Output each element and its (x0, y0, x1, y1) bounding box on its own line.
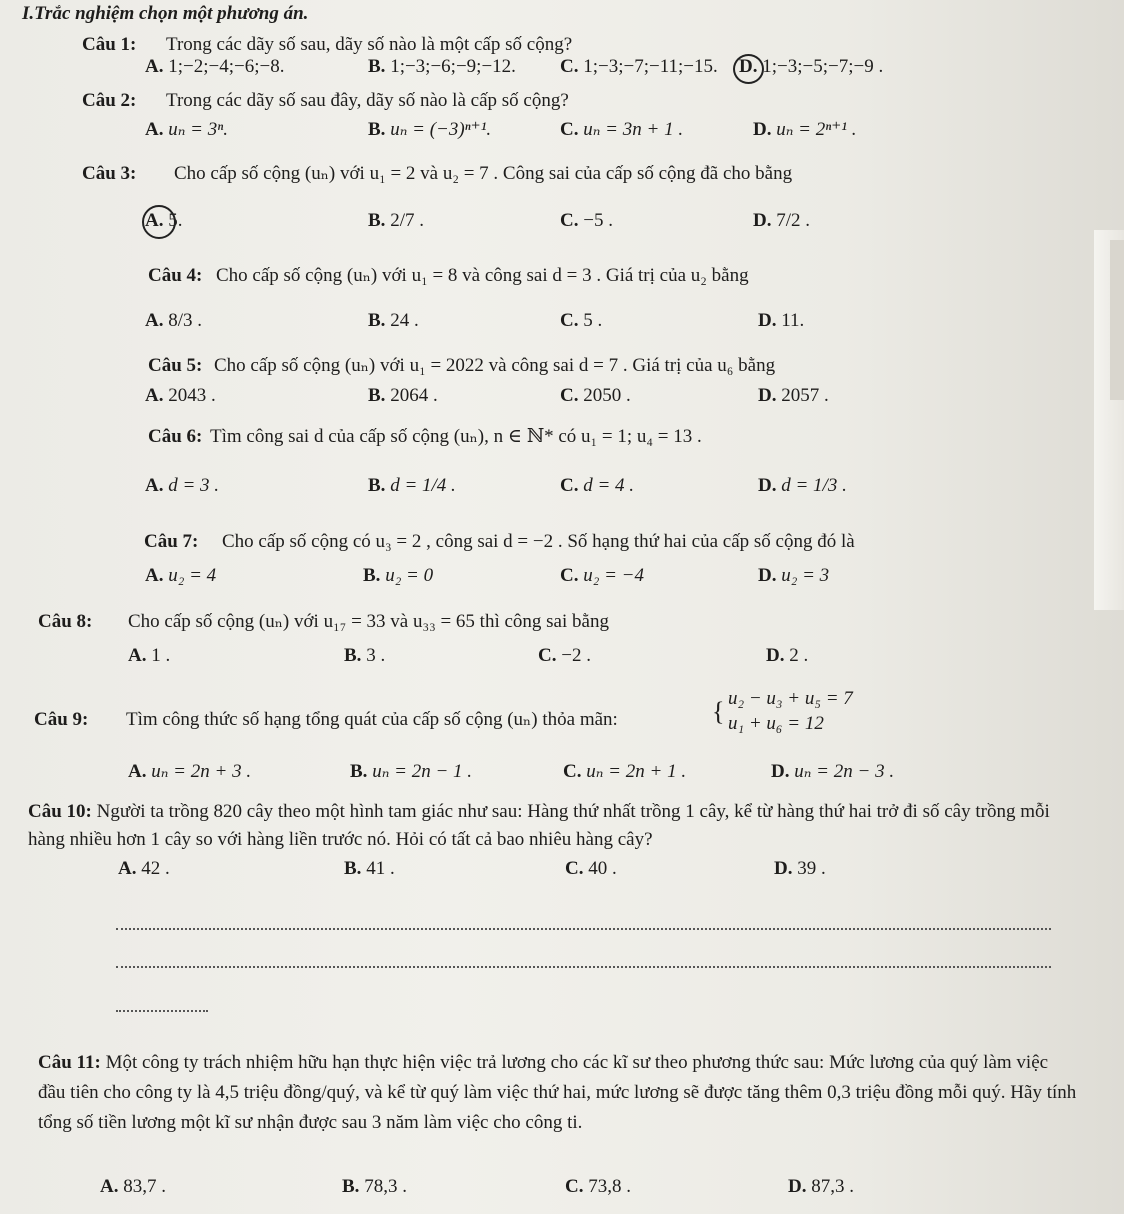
answer-line-3 (116, 1010, 208, 1012)
question-4 (82, 264, 749, 288)
question-number: Câu 5: (148, 355, 203, 376)
answer-circle-mark (733, 54, 764, 84)
option-b[interactable]: B. 2/7 . (368, 210, 424, 231)
question-10 (28, 798, 1068, 854)
option-b[interactable]: B. 1;−3;−6;−9;−12. (368, 56, 516, 77)
option-a[interactable]: A. uₙ = 3ⁿ. (145, 119, 228, 140)
question-number: Câu 4: (148, 265, 203, 286)
question-number: Câu 10: (28, 801, 92, 822)
answer-circle-mark (142, 205, 176, 239)
option-b[interactable]: B. uₙ = 2n − 1 . (350, 761, 473, 782)
question-text: Tìm công sai d của cấp số cộng (uₙ), n ∈ ℕ* có u₁ = 1; u₄ = 13 . (210, 426, 702, 447)
question-number: Câu 7: (144, 531, 199, 552)
option-d[interactable]: D. 7/2 . (753, 210, 811, 231)
question-text: Một công ty trách nhiệm hữu hạn thực hiện việc trả lương cho các kĩ sư theo phương thức sau: Mức lương của quý làm việc đầu tiên cho công ty là 4,5 triệu đồng/quý, và kể từ quý làm việc thứ hai, mức lương sẽ được tăng thêm 0,3 triệu đồng mỗi quý. Hãy tính tổng số tiền lương một kĩ sư nhận được sau 3 năm làm việc cho công ti. (38, 1052, 1077, 1133)
option-b[interactable]: B. 41 . (344, 858, 395, 879)
option-c[interactable]: C. 2050 . (560, 385, 631, 406)
question-6 (82, 425, 702, 449)
section-heading: I.Trắc nghiệm chọn một phương án. (22, 3, 309, 24)
option-c[interactable]: C. uₙ = 2n + 1 . (563, 761, 687, 782)
equation-2: u₁ + u₆ = 12 (728, 713, 824, 734)
question-2 (82, 89, 569, 113)
option-d[interactable]: D. u₂ = 3 (758, 565, 830, 586)
option-d[interactable]: D. 1;−3;−5;−7;−9 . (739, 56, 884, 77)
option-d[interactable]: D. 2057 . (758, 385, 829, 406)
question-text: Trong các dãy số sau, dãy số nào là một cấp số cộng? (166, 34, 573, 55)
question-text: Cho cấp số cộng (uₙ) với u₁ = 2 và u₂ = 7 . Công sai của cấp số cộng đã cho bằng (174, 163, 793, 184)
option-a[interactable]: A. 1 . (128, 645, 171, 666)
question-1 (82, 33, 572, 57)
option-a[interactable]: A. uₙ = 2n + 3 . (128, 761, 252, 782)
option-b[interactable]: B. 24 . (368, 310, 419, 331)
option-a[interactable]: A. 2043 . (145, 385, 216, 406)
option-a[interactable]: A. 1;−2;−4;−6;−8. (145, 56, 285, 77)
option-d[interactable]: D. 11. (758, 310, 805, 331)
question-number: Câu 6: (148, 426, 203, 447)
question-number: Câu 9: (34, 709, 89, 730)
question-number: Câu 2: (82, 90, 137, 111)
background-paper-shadow (1110, 240, 1124, 400)
option-b[interactable]: B. d = 1/4 . (368, 475, 456, 496)
question-8 (38, 610, 609, 634)
answer-line-2 (116, 966, 1051, 968)
answer-line-1 (116, 928, 1051, 930)
question-5 (82, 354, 775, 378)
option-b[interactable]: B. u₂ = 0 (363, 565, 434, 586)
system-brace: { (712, 697, 725, 726)
equation-system (728, 686, 853, 736)
option-c[interactable]: C. −5 . (560, 210, 613, 231)
question-number: Câu 1: (82, 34, 137, 55)
option-a[interactable]: A. 42 . (118, 858, 170, 879)
option-c[interactable]: C. 40 . (565, 858, 617, 879)
question-text: Cho cấp số cộng (uₙ) với u₁ = 8 và công sai d = 3 . Giá trị của u₂ bằng (216, 265, 749, 286)
question-number: Câu 11: (38, 1052, 101, 1073)
option-c[interactable]: C. −2 . (538, 645, 591, 666)
question-number: Câu 3: (82, 163, 137, 184)
option-a[interactable]: A. 8/3 . (145, 310, 203, 331)
question-text: Cho cấp số cộng có u₃ = 2 , công sai d = −2 . Số hạng thứ hai của cấp số cộng đó là (222, 531, 855, 552)
option-c[interactable]: C. 5 . (560, 310, 603, 331)
question-3 (82, 162, 792, 186)
question-text: Cho cấp số cộng (uₙ) với u₁ = 2022 và công sai d = 7 . Giá trị của u₆ bằng (214, 355, 776, 376)
option-b[interactable]: B. 3 . (344, 645, 386, 666)
question-text: Tìm công thức số hạng tổng quát của cấp số cộng (uₙ) thỏa mãn: (126, 709, 618, 730)
question-9 (34, 708, 618, 732)
option-c[interactable]: C. 73,8 . (565, 1176, 631, 1197)
option-d[interactable]: D. uₙ = 2ⁿ⁺¹ . (753, 119, 857, 140)
equation-1: u₂ − u₃ + u₅ = 7 (728, 688, 853, 709)
option-d[interactable]: D. uₙ = 2n − 3 . (771, 761, 895, 782)
question-text: Người ta trồng 820 cây theo một hình tam giác như sau: Hàng thứ nhất trồng 1 cây, kể từ hàng thứ hai trở đi số cây trồng mỗi hàng nhiều hơn 1 cây so với hàng liền trước nó. Hỏi có tất cả bao nhiêu hàng cây? (28, 801, 1050, 850)
option-d[interactable]: D. 87,3 . (788, 1176, 854, 1197)
option-c[interactable]: C. uₙ = 3n + 1 . (560, 119, 684, 140)
option-c[interactable]: C. 1;−3;−7;−11;−15. (560, 56, 718, 77)
question-7 (82, 530, 855, 554)
option-c[interactable]: C. d = 4 . (560, 475, 635, 496)
option-b[interactable]: B. 2064 . (368, 385, 438, 406)
option-a[interactable]: A. 83,7 . (100, 1176, 166, 1197)
option-d[interactable]: D. 39 . (774, 858, 826, 879)
question-11 (38, 1048, 1078, 1138)
option-a[interactable]: A. 5. (145, 210, 183, 231)
option-d[interactable]: D. d = 1/3 . (758, 475, 847, 496)
question-text: Cho cấp số cộng (uₙ) với u₁₇ = 33 và u₃₃ = 65 thì công sai bằng (128, 611, 609, 632)
option-c[interactable]: C. u₂ = −4 (560, 565, 644, 586)
option-a[interactable]: A. u₂ = 4 (145, 565, 217, 586)
option-d[interactable]: D. 2 . (766, 645, 809, 666)
question-number: Câu 8: (38, 611, 93, 632)
question-text: Trong các dãy số sau đây, dãy số nào là cấp số cộng? (166, 90, 569, 111)
option-a[interactable]: A. d = 3 . (145, 475, 220, 496)
option-b[interactable]: B. uₙ = (−3)ⁿ⁺¹. (368, 119, 492, 140)
option-b[interactable]: B. 78,3 . (342, 1176, 407, 1197)
